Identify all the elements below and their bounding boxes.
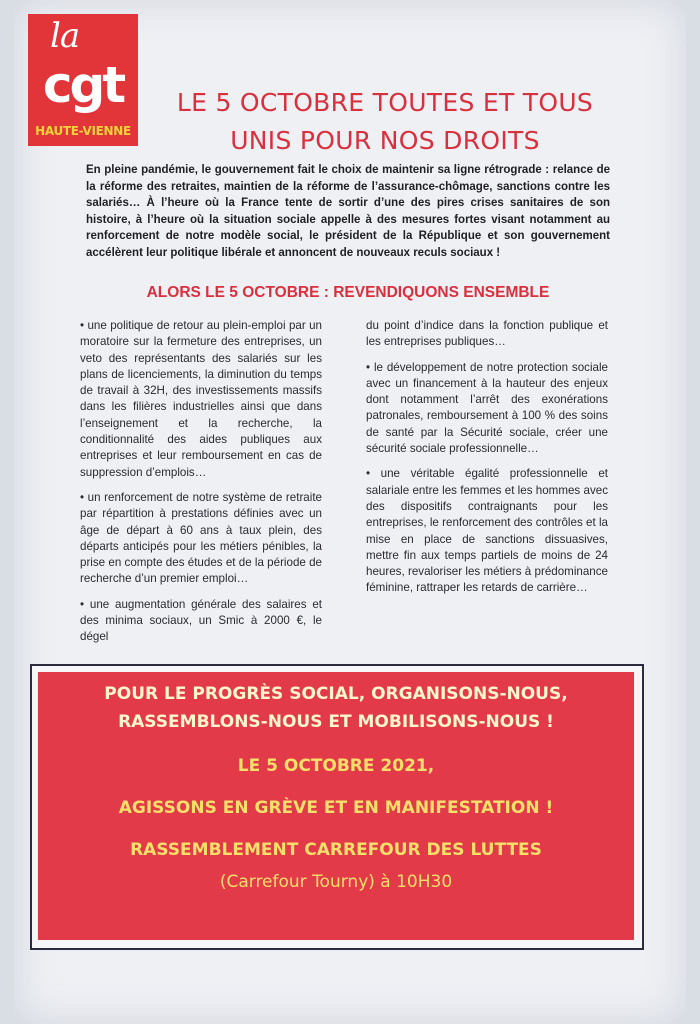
demand-item: • un renforcement de notre système de retraite par répartition à prestations définies avec un âge de départ à 60 ans à taux plein, des départs anticipés pour les métiers pénibles, la prise en compte des études et de la période de recherche d’un premier emploi… [80, 490, 322, 586]
call-to-action-banner [38, 672, 634, 940]
demand-item: • une augmentation générale des salaires et des minima sociaux, un Smic à 2000 €, le dégel [80, 597, 322, 644]
logo-brand: cgt [42, 56, 124, 114]
demand-item: • une véritable égalité professionnelle et salariale entre les femmes et les hommes avec des dispositifs contraignants pour les entreprises, le renforcement des contrôles et la mise en place de sanctions dissuasives, mettre fin aux temps partiels de moins de 24 heures, revaloriser les métiers à prédominance féminine, rattraper les retards de carrière… [366, 467, 608, 595]
section-heading: ALORS LE 5 OCTOBRE : REVENDIQUONS ENSEMBLE [146, 284, 550, 301]
banner-meeting: RASSEMBLEMENT CARREFOUR DES LUTTES [130, 840, 542, 860]
banner-line-2: RASSEMBLONS-NOUS ET MOBILISONS-NOUS ! [118, 712, 554, 732]
intro-paragraph: En pleine pandémie, le gouvernement fait le choix de maintenir sa ligne rétrograde : relance de la réforme des retraites, maintien de la réforme de l’assurance-chômage, sanctions contre les salariés… À l’heure où la France tente de sortir d’une des pires crises sanitaires de son histoire, à l’heure où la situation sociale appelle à des mesures fortes visant notamment au renforcement de notre modèle social, le président de la République et son gouvernement accélèrent leur politique libérale et annoncent de nouveaux reculs sociaux ! [86, 164, 610, 259]
right-column [366, 318, 608, 606]
banner-line-1: POUR LE PROGRÈS SOCIAL, ORGANISONS-NOUS, [104, 684, 568, 704]
demand-item: du point d’indice dans la fonction publique et les entreprises publiques… [366, 319, 608, 349]
title-line-1: LE 5 OCTOBRE TOUTES ET TOUS [176, 88, 594, 117]
logo-script: la [50, 16, 80, 56]
cgt-logo [28, 14, 138, 146]
left-column [80, 318, 322, 655]
title-line-2: UNIS POUR NOS DROITS [230, 126, 540, 155]
demand-item: • une politique de retour au plein-emploi par un moratoire sur la fermeture des entreprises, un veto des représentants des salariés sur les plans de licenciements, la diminution du temps de travail à 32H, des investissements massifs dans les filières industrielles ainsi que dans l’enseignement et la recherche, la conditionnalité des aides publiques aux entreprises et leur remboursement en cas de suppression d’emplois… [80, 319, 322, 479]
page-title [150, 84, 620, 160]
banner-strike: AGISSONS EN GRÈVE ET EN MANIFESTATION ! [118, 798, 554, 818]
demand-item: • le développement de notre protection sociale avec un financement à la hauteur des enjeux dont notamment l’arrêt des exonérations patronales, remboursement à 100 % des soins de santé par la Sécurité sociale, créer une sécurité sociale professionnelle… [366, 360, 608, 456]
logo-region: HAUTE-VIENNE [35, 124, 131, 138]
banner-date: LE 5 OCTOBRE 2021, [237, 756, 435, 776]
banner-location-time: (Carrefour Tourny) à 10H30 [219, 872, 453, 892]
